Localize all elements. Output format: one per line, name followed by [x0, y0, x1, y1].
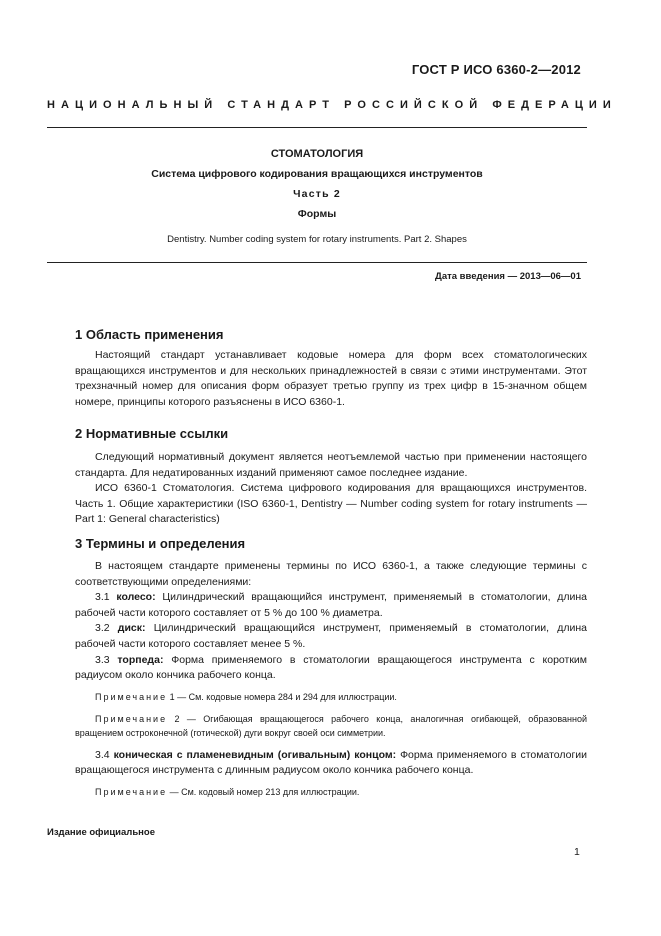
note-3-label: Примечание: [95, 786, 168, 797]
page-number: 1: [574, 846, 580, 858]
note-1-label: Примечание: [95, 691, 168, 702]
term-3-4-name: коническая с пламеневидным (огивальным) концом:: [113, 748, 397, 761]
term-3-4: [75, 748, 587, 779]
title-part-name: Формы: [297, 208, 337, 220]
section-1-heading: 1 Область применения: [75, 327, 224, 342]
section-3-body: [75, 559, 587, 807]
title-main: СТОМАТОЛОГИЯ: [270, 148, 364, 160]
term-3-3-definition: Форма применяемого в стоматологии вращающегося инструмента с коротким радиусом около кончика рабочего конца.: [75, 653, 588, 682]
section-2-paragraph-2: ИСО 6360-1 Стоматология. Система цифрового кодирования для вращающихся инструментов. Часть 1. Общие характеристики (ISO 6360-1, Dentistry — Number coding system for rotary instruments — Part 1: General characteristics): [75, 482, 587, 526]
note-1: [75, 690, 587, 704]
title-divider: [47, 262, 587, 263]
term-3-2-number: 3.2: [95, 622, 110, 635]
note-1-text: 1 — См. кодовые номера 284 и 294 для иллюстрации.: [169, 691, 397, 702]
top-divider: [47, 127, 587, 128]
section-1-paragraph: Настоящий стандарт устанавливает кодовые номера для форм всех стоматологических вращающихся инструментов и для нескольких принадлежностей в связи с этими инструментами. Этот трехзначный номер для описания форм образует третью группу из трех цифр в 15-значном общем номере, принципы которого разъяснены в ИСО 6360-1.: [75, 349, 587, 408]
title-english: Dentistry. Number coding system for rotary instruments. Part 2. Shapes: [167, 234, 467, 245]
section-2-heading: 2 Нормативные ссылки: [75, 426, 229, 441]
section-3-intro: В настоящем стандарте применены термины по ИСО 6360-1, а также следующие термины с соответствующими определениями:: [75, 560, 587, 588]
note-2: [75, 712, 587, 740]
section-1-body: [75, 348, 587, 410]
term-3-2-definition: Цилиндрический вращающийся инструмент, применяемый в стоматологии, длина рабочей части которого составляет менее 5 %.: [75, 622, 588, 650]
title-part: Часть 2: [293, 188, 341, 200]
term-3-3-number: 3.3: [95, 653, 110, 666]
title-subtitle: Система цифрового кодирования вращающихся инструментов: [151, 168, 483, 180]
official-edition-label: Издание официальное: [47, 827, 155, 838]
term-3-3-name: торпеда:: [117, 653, 164, 666]
term-3-1-name: колесо:: [116, 591, 156, 604]
note-3: [75, 785, 587, 799]
section-2-body: [75, 450, 587, 528]
term-3-2-name: диск:: [117, 622, 146, 635]
note-2-text: 2 — Огибающая вращающегося рабочего конца, аналогичная огибающей, образованной вращением остроконечной (готической) дуги вокруг своей оси симметрии.: [75, 713, 587, 738]
note-3-text: — См. кодовый номер 213 для иллюстрации.: [169, 786, 360, 797]
term-3-4-definition: Форма применяемого в стоматологии вращающегося инструмента с длинным радиусом около кончика рабочего конца.: [75, 748, 588, 777]
term-3-1-definition: Цилиндрический вращающийся инструмент, применяемый в стоматологии, длина рабочей части которого составляет от 5 % до 100 % диаметра.: [75, 591, 587, 619]
introduction-date: Дата введения — 2013—06—01: [435, 271, 581, 282]
term-3-4-number: 3.4: [95, 748, 110, 761]
term-3-3: [75, 653, 587, 684]
document-code: ГОСТ Р ИСО 6360-2—2012: [411, 62, 581, 77]
term-3-2: [75, 621, 587, 652]
section-2-paragraph-1: Следующий нормативный документ является неотъемлемой частью при применении настоящего стандарта. Для недатированных изданий применяют самое последнее издание.: [75, 451, 587, 479]
section-3-heading: 3 Термины и определения: [75, 536, 246, 551]
term-3-1: [75, 590, 587, 621]
national-standard-banner: НАЦИОНАЛЬНЫЙ СТАНДАРТ РОССИЙСКОЙ ФЕДЕРАЦИИ: [47, 99, 617, 111]
term-3-1-number: 3.1: [95, 591, 110, 604]
note-2-label: Примечание: [95, 713, 168, 724]
